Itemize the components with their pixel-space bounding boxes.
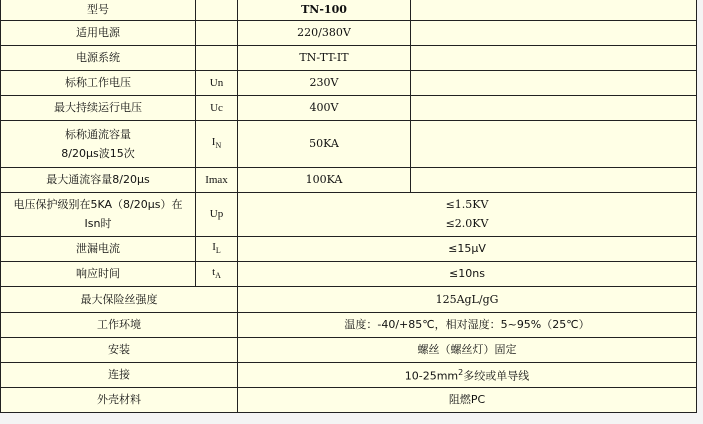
symbol-cell [196,46,238,71]
table-row [1,236,697,261]
value-cell: TN-TT-IT [238,46,411,71]
symbol-cell [196,121,238,167]
param-cell: 工作环境 [1,312,238,337]
value-cell: ≤10ns [238,262,697,287]
symbol-cell [196,0,238,21]
extra-cell [411,96,697,121]
symbol-cell [196,262,238,287]
value-line: ≤2.0KV [445,217,489,231]
param-cell [1,121,196,167]
value-cell: 125AgL/gG [238,287,697,312]
symbol-cell: Un [196,71,238,96]
param-line: 8/20μs波15次 [61,147,135,161]
value-cell: 温度：-40/+85℃，相对湿度：5~95%（25℃） [238,312,697,337]
value-cell [238,362,697,387]
symbol-cell: Imax [196,167,238,192]
param-cell: 连接 [1,362,238,387]
value-cell: 50KA [238,121,411,167]
model-value: TN-100 [238,0,411,21]
table-row [1,337,697,362]
table-row [1,287,697,312]
symbol-main: I [212,240,216,253]
table-row [1,46,697,71]
param-cell: 型号 [1,0,196,21]
extra-cell [411,121,697,167]
param-cell: 安装 [1,337,238,362]
extra-cell [411,46,697,71]
param-line: Isn时 [84,217,112,231]
table-row [1,192,697,236]
table-row [1,312,697,337]
param-cell: 泄漏电流 [1,236,196,261]
param-cell: 最大保险丝强度 [1,287,238,312]
extra-cell [411,71,697,96]
param-cell: 最大通流容量8/20μs [1,167,196,192]
param-cell: 最大持续运行电压 [1,96,196,121]
value-cell [238,192,697,236]
value-line: ≤1.5KV [445,198,489,212]
value-cell: ≤15μV [238,236,697,261]
param-cell: 响应时间 [1,262,196,287]
symbol-sub: L [215,246,221,256]
symbol-main: t [212,266,216,279]
param-cell: 标称工作电压 [1,71,196,96]
table-row [1,167,697,192]
table-row [1,21,697,46]
value-cell: 100KA [238,167,411,192]
param-cell: 外壳材料 [1,387,238,412]
value-sup: 2 [458,367,464,377]
param-cell: 适用电源 [1,21,196,46]
extra-cell [411,0,697,21]
table-row [1,262,697,287]
param-cell: 电源系统 [1,46,196,71]
symbol-cell: Up [196,192,238,236]
symbol-cell: Uc [196,96,238,121]
table-row [1,71,697,96]
extra-cell [411,167,697,192]
value-pre: 10-25mm [404,369,459,383]
value-cell: 230V [238,71,411,96]
symbol-cell [196,21,238,46]
value-cell: 400V [238,96,411,121]
param-line: 电压保护级别在5KA（8/20μs）在 [13,198,183,212]
value-cell: 220/380V [238,21,411,46]
symbol-main: I [211,135,216,148]
value-post: 多绞或单导线 [463,369,530,383]
value-cell: 阻燃PC [238,387,697,412]
extra-cell [411,21,697,46]
symbol-cell [196,236,238,261]
table-row [1,387,697,412]
param-cell [1,192,196,236]
table-row [1,0,697,21]
table-row [1,362,697,387]
symbol-sub: N [215,141,222,151]
param-line: 标称通流容量 [65,128,131,142]
table-row [1,96,697,121]
symbol-sub: A [215,271,221,281]
value-cell: 螺丝（螺丝灯）固定 [238,337,697,362]
table-row [1,121,697,167]
